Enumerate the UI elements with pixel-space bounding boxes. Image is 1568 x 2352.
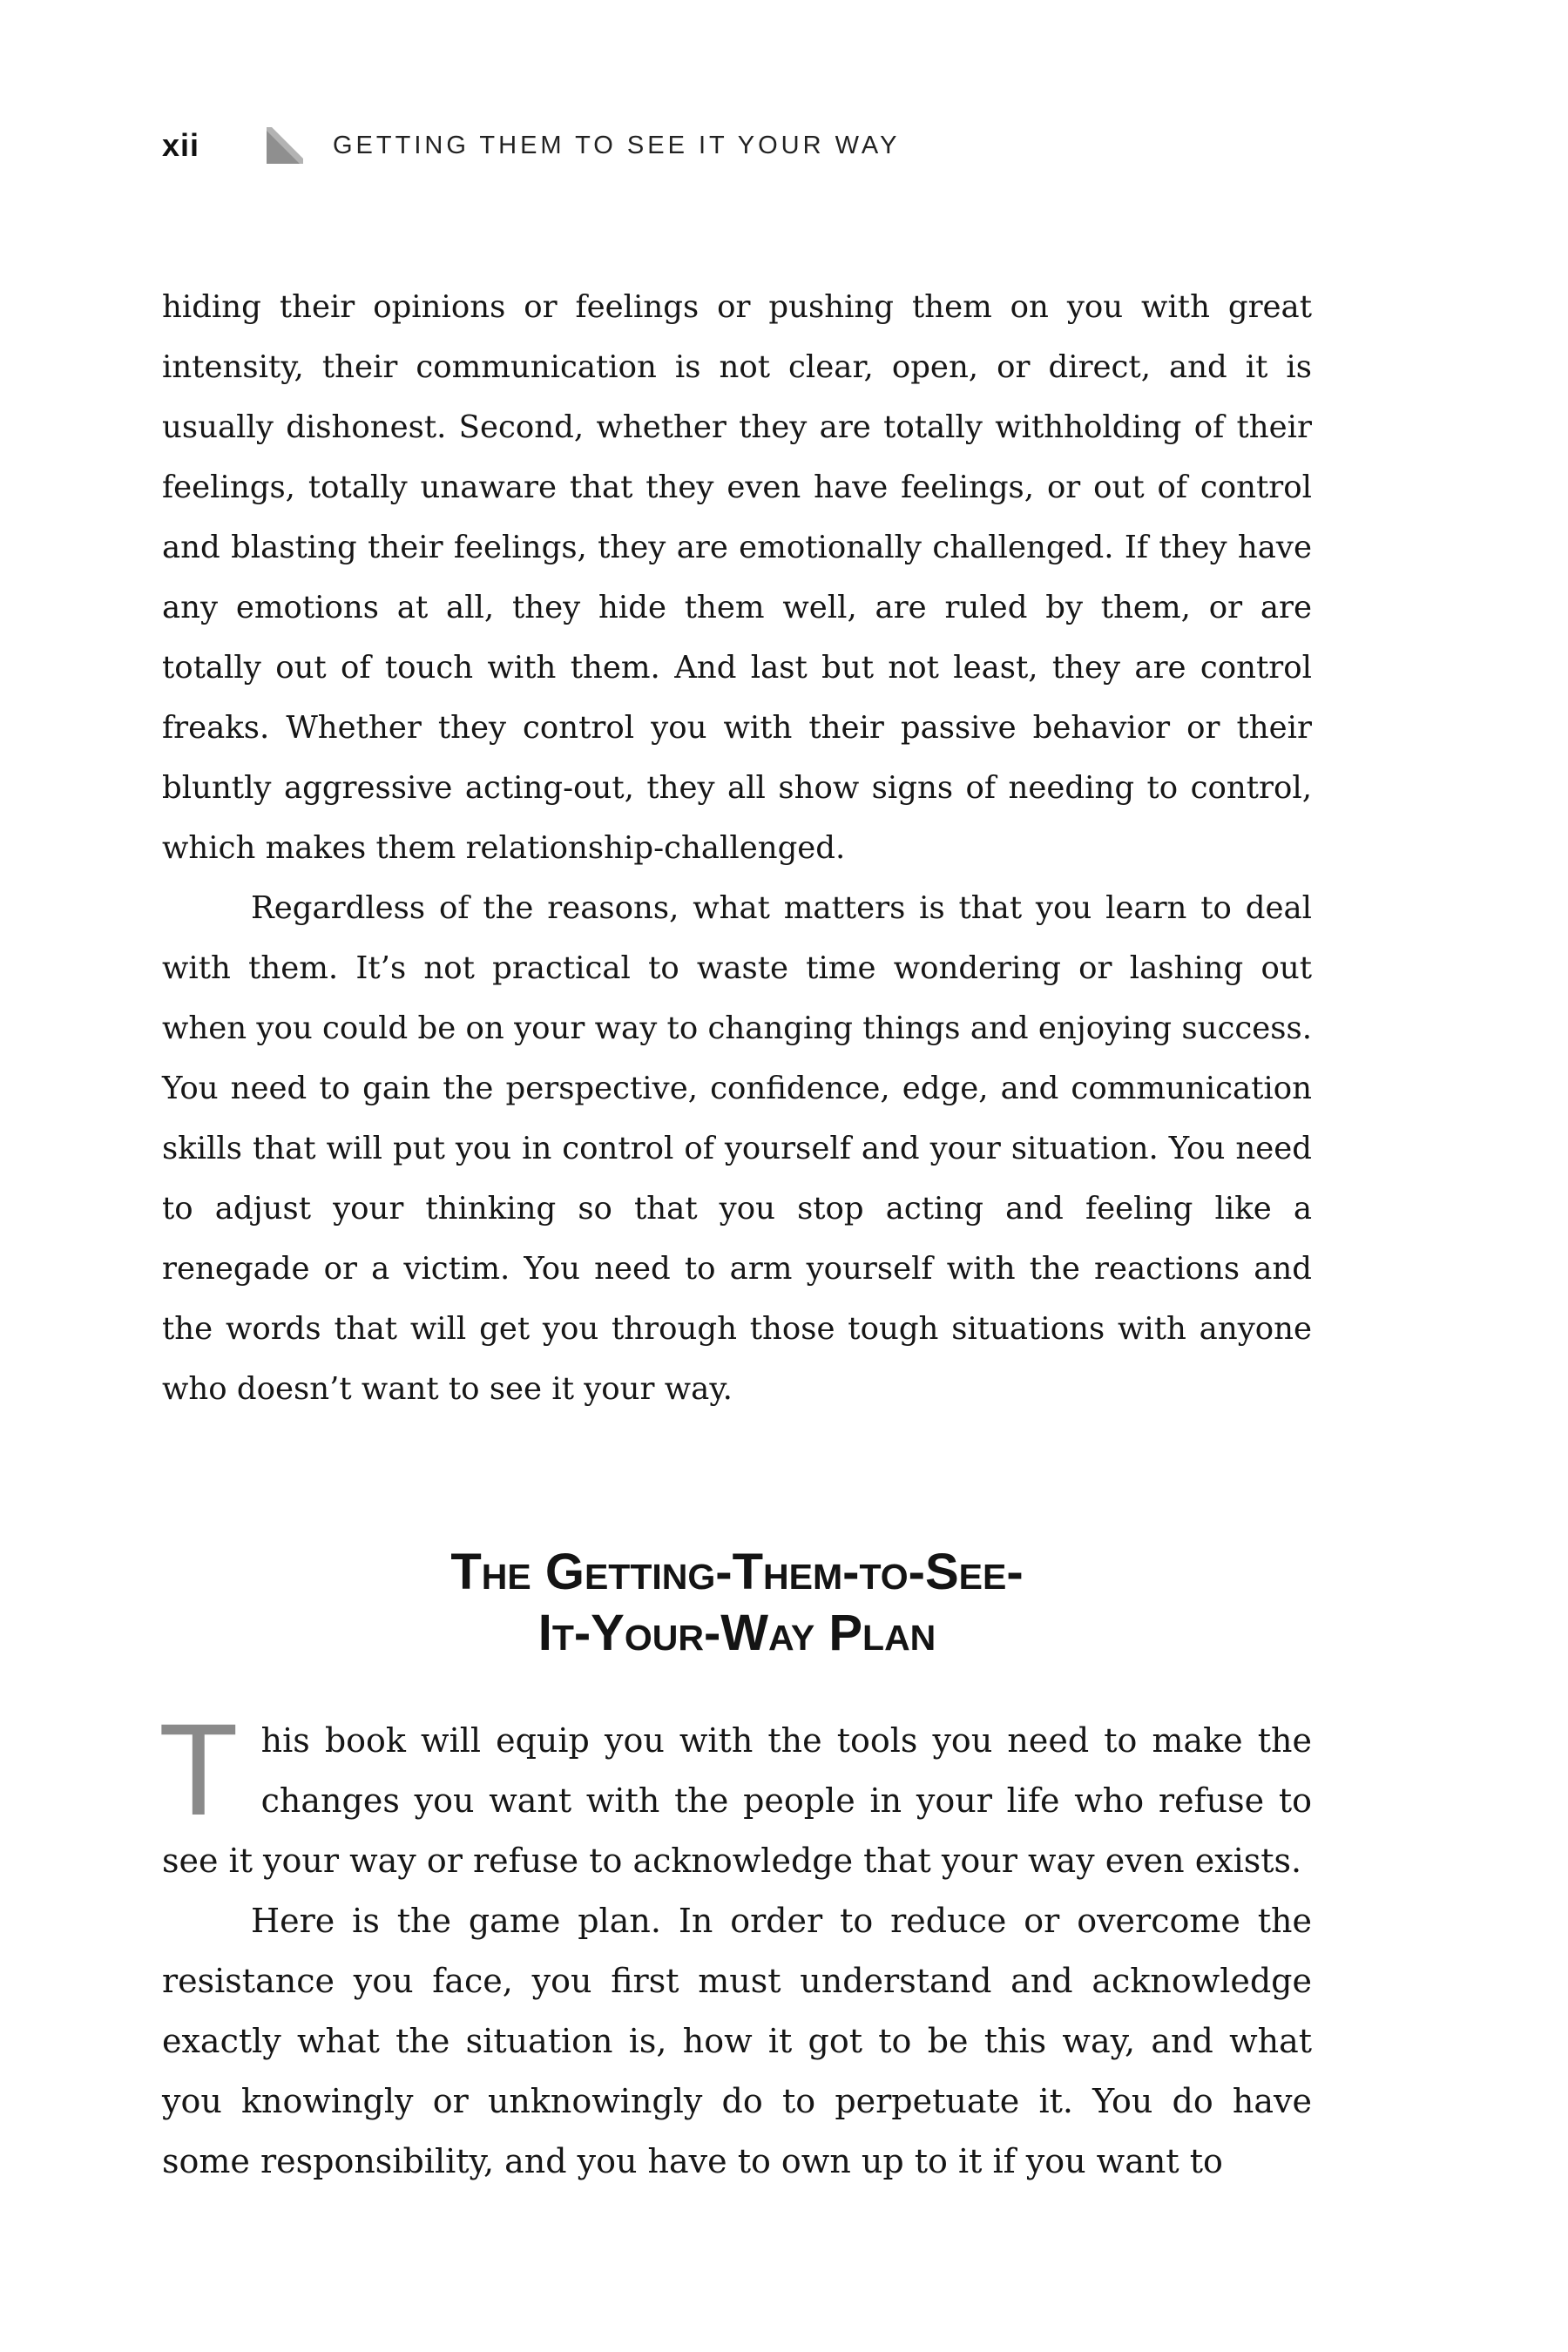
- page-header: [162, 122, 1329, 169]
- drop-cap: T: [159, 1696, 239, 1842]
- corner-fold-icon: [267, 127, 303, 164]
- paragraph-continuation: hiding their opinions or feelings or pushing them on you with great intensity, their communication is not clear, open, or direct, and it is usually dishonest. Second, whether they are totally withholding of their feelings, totally unaware that they even have feelings, or out of control and blasting their feelings, they are emotionally challenged. If they have any emotions at all, they hide them well, are ruled by them, or are totally out of touch with them. And last but not least, they are control freaks. Whether they control you with their passive behavior or their bluntly aggressive acting-out, they all show signs of needing to control, which makes them relationship-challenged.: [162, 289, 1312, 866]
- section-title: [162, 1542, 1312, 1664]
- section-title-line-1: The Getting-Them-to-See-: [450, 1544, 1024, 1600]
- body-text: [162, 277, 1312, 1419]
- section-text: [159, 1696, 1312, 2192]
- paragraph-regardless: Regardless of the reasons, what matters is that you learn to deal with them. It’s not practical to waste time wondering or lashing out when you could be on your way to changing things and enjoying success. You need to gain the perspective, confidence, edge, and communication skills that will put you in control of yourself and your situation. You need to adjust your thinking so that you stop acting and feeling like a renegade or a victim. You need to arm yourself with the reactions and the words that will get you through those tough situations with anyone who doesn’t want to see it your way.: [162, 890, 1312, 1407]
- running-head: GETTING THEM TO SEE IT YOUR WAY: [333, 131, 901, 159]
- section-second-paragraph: Here is the game plan. In order to reduce or overcome the resistance you face, you first must understand and acknowledge exactly what the situation is, how it got to be this way, and what you knowingly or unknowingly do to perpetuate it. You do have some responsibility, and you have to own up to it if you want to: [162, 1902, 1312, 2180]
- page-number: xii: [162, 127, 200, 163]
- section-first-paragraph-text: his book will equip you with the tools you need to make the changes you want with the people in your life who refuse to see it your way or refuse to acknowledge that your way even exists.: [162, 1721, 1312, 1880]
- section-first-paragraph: [159, 1696, 1312, 1891]
- section-title-line-2: It-Your-Way Plan: [537, 1605, 936, 1661]
